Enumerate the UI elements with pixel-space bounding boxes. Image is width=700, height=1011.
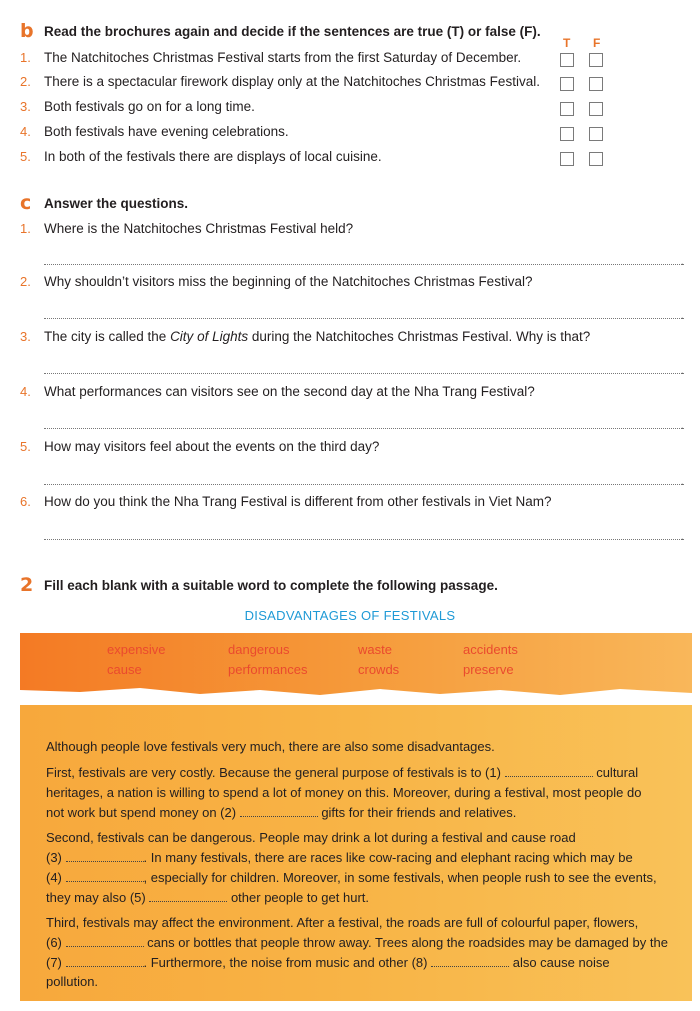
- true-column-label: T: [563, 36, 571, 50]
- exercise-2-number: 2: [20, 574, 34, 596]
- blank-3[interactable]: [66, 851, 144, 862]
- answer-line-end: .: [680, 529, 684, 543]
- tf-item-5: [0, 149, 700, 169]
- word-option: expensive: [107, 642, 166, 657]
- item-statement: In both of the festivals there are displays of local cuisine.: [44, 149, 382, 164]
- tf-item-4: [0, 124, 700, 144]
- item-number: 3.: [20, 99, 31, 114]
- passage-text: (6): [46, 935, 62, 950]
- question-6: [0, 494, 700, 514]
- answer-line-end: .: [680, 254, 684, 268]
- section-c-letter: c: [20, 192, 32, 214]
- true-checkbox[interactable]: [560, 77, 574, 91]
- answer-line-1[interactable]: [44, 264, 684, 265]
- question-2: [0, 274, 700, 294]
- passage-line: [46, 850, 680, 865]
- passage-text: First, festivals are very costly. Because the general purpose of festivals is to (1): [46, 765, 501, 780]
- passage-text: . In many festivals, there are races like cow-racing and elephant racing which may be: [143, 850, 633, 865]
- question-4: [0, 384, 700, 404]
- true-checkbox[interactable]: [560, 53, 574, 67]
- true-checkbox[interactable]: [560, 152, 574, 166]
- answer-line-end: .: [680, 418, 684, 432]
- answer-line-3[interactable]: [44, 373, 684, 374]
- passage-text: . Furthermore, the noise from music and other (8): [143, 955, 428, 970]
- exercise-2-heading: Fill each blank with a suitable word to complete the following passage.: [44, 578, 498, 593]
- tf-item-1: [0, 50, 700, 70]
- word-option: dangerous: [228, 642, 290, 657]
- answer-line-2[interactable]: [44, 318, 684, 319]
- question-text-italic: City of Lights: [170, 329, 249, 344]
- question-number: 1.: [20, 221, 31, 236]
- question-1: [0, 221, 700, 241]
- question-text: How may visitors feel about the events on the third day?: [44, 439, 380, 454]
- word-option: performances: [228, 662, 308, 677]
- blank-8[interactable]: [431, 956, 509, 967]
- tf-item-2: [0, 74, 700, 94]
- passage-line: pollution.: [46, 974, 99, 989]
- passage-line: [46, 935, 680, 950]
- item-number: 2.: [20, 74, 31, 89]
- passage-text: gifts for their friends and relatives.: [321, 805, 517, 820]
- question-text: Why shouldn’t visitors miss the beginning of the Natchitoches Christmas Festival?: [44, 274, 533, 289]
- question-3: [0, 329, 700, 349]
- question-number: 3.: [20, 329, 31, 344]
- question-text: Where is the Natchitoches Christmas Festival held?: [44, 221, 354, 236]
- passage-text: (7): [46, 955, 62, 970]
- word-option: crowds: [358, 662, 400, 677]
- passage-text: cans or bottles that people throw away. Trees along the roadsides may be damaged by the: [147, 935, 668, 950]
- blank-7[interactable]: [66, 956, 144, 967]
- question-text-after: during the Natchitoches Christmas Festival. Why is that?: [248, 329, 591, 344]
- blank-2[interactable]: [240, 806, 318, 817]
- question-number: 6.: [20, 494, 31, 509]
- item-statement: Both festivals go on for a long time.: [44, 99, 255, 114]
- passage-line: [46, 765, 680, 780]
- passage-line: Third, festivals may affect the environment. After a festival, the roads are full of colourful paper, flowers,: [46, 915, 639, 930]
- passage-line: Second, festivals can be dangerous. People may drink a lot during a festival and cause road: [46, 830, 576, 845]
- section-b-heading: Read the brochures again and decide if the sentences are true (T) or false (F).: [44, 24, 541, 39]
- true-checkbox[interactable]: [560, 127, 574, 141]
- passage-text: not work but spend money on (2): [46, 805, 237, 820]
- passage-text: other people to get hurt.: [230, 890, 369, 905]
- section-c-heading: Answer the questions.: [44, 196, 189, 211]
- false-checkbox[interactable]: [589, 77, 603, 91]
- question-number: 2.: [20, 274, 31, 289]
- blank-6[interactable]: [66, 936, 144, 947]
- blank-4[interactable]: [66, 871, 144, 882]
- true-checkbox[interactable]: [560, 102, 574, 116]
- word-option: cause: [107, 662, 142, 677]
- passage-text: (3): [46, 850, 62, 865]
- passage-text: cultural: [596, 765, 639, 780]
- answer-line-end: .: [680, 363, 684, 377]
- false-checkbox[interactable]: [589, 53, 603, 67]
- passage-line: heritages, a nation is willing to spend a lot of money on this. Moreover, during a festival, most people do: [46, 785, 642, 800]
- tf-item-3: [0, 99, 700, 119]
- item-statement: There is a spectacular firework display only at the Natchitoches Christmas Festival.: [44, 74, 540, 89]
- question-number: 5.: [20, 439, 31, 454]
- passage-line: [46, 870, 680, 885]
- question-text: [44, 329, 590, 344]
- item-number: 5.: [20, 149, 31, 164]
- item-statement: The Natchitoches Christmas Festival starts from the first Saturday of December.: [44, 50, 522, 65]
- answer-line-end: .: [680, 308, 684, 322]
- question-text: What performances can visitors see on the second day at the Nha Trang Festival?: [44, 384, 535, 399]
- passage-line: [46, 890, 680, 905]
- blank-5[interactable]: [149, 891, 227, 902]
- false-checkbox[interactable]: [589, 127, 603, 141]
- false-checkbox[interactable]: [589, 152, 603, 166]
- question-5: [0, 439, 700, 459]
- passage-intro: Although people love festivals very much, there are also some disadvantages.: [46, 739, 495, 754]
- item-number: 1.: [20, 50, 31, 65]
- answer-line-5[interactable]: [44, 484, 684, 485]
- question-text-before: The city is called the: [44, 329, 171, 344]
- passage-line: [46, 805, 680, 820]
- answer-line-6[interactable]: [44, 539, 684, 540]
- item-number: 4.: [20, 124, 31, 139]
- word-option: accidents: [463, 642, 518, 657]
- word-option: waste: [358, 642, 392, 657]
- question-number: 4.: [20, 384, 31, 399]
- passage-text: they may also (5): [46, 890, 146, 905]
- word-option: preserve: [463, 662, 514, 677]
- section-b-letter: b: [20, 20, 34, 42]
- passage-title: DISADVANTAGES OF FESTIVALS: [244, 608, 456, 623]
- passage-text: also cause noise: [512, 955, 610, 970]
- answer-line-end: .: [680, 474, 684, 488]
- answer-line-4[interactable]: [44, 428, 684, 429]
- passage-text: (4): [46, 870, 62, 885]
- false-checkbox[interactable]: [589, 102, 603, 116]
- false-column-label: F: [593, 36, 601, 50]
- question-text: How do you think the Nha Trang Festival is different from other festivals in Viet Nam?: [44, 494, 552, 509]
- passage-line: [46, 955, 680, 970]
- blank-1[interactable]: [505, 766, 593, 777]
- item-statement: Both festivals have evening celebrations.: [44, 124, 289, 139]
- passage-text: , especially for children. Moreover, in some festivals, when people rush to see the events,: [143, 870, 657, 885]
